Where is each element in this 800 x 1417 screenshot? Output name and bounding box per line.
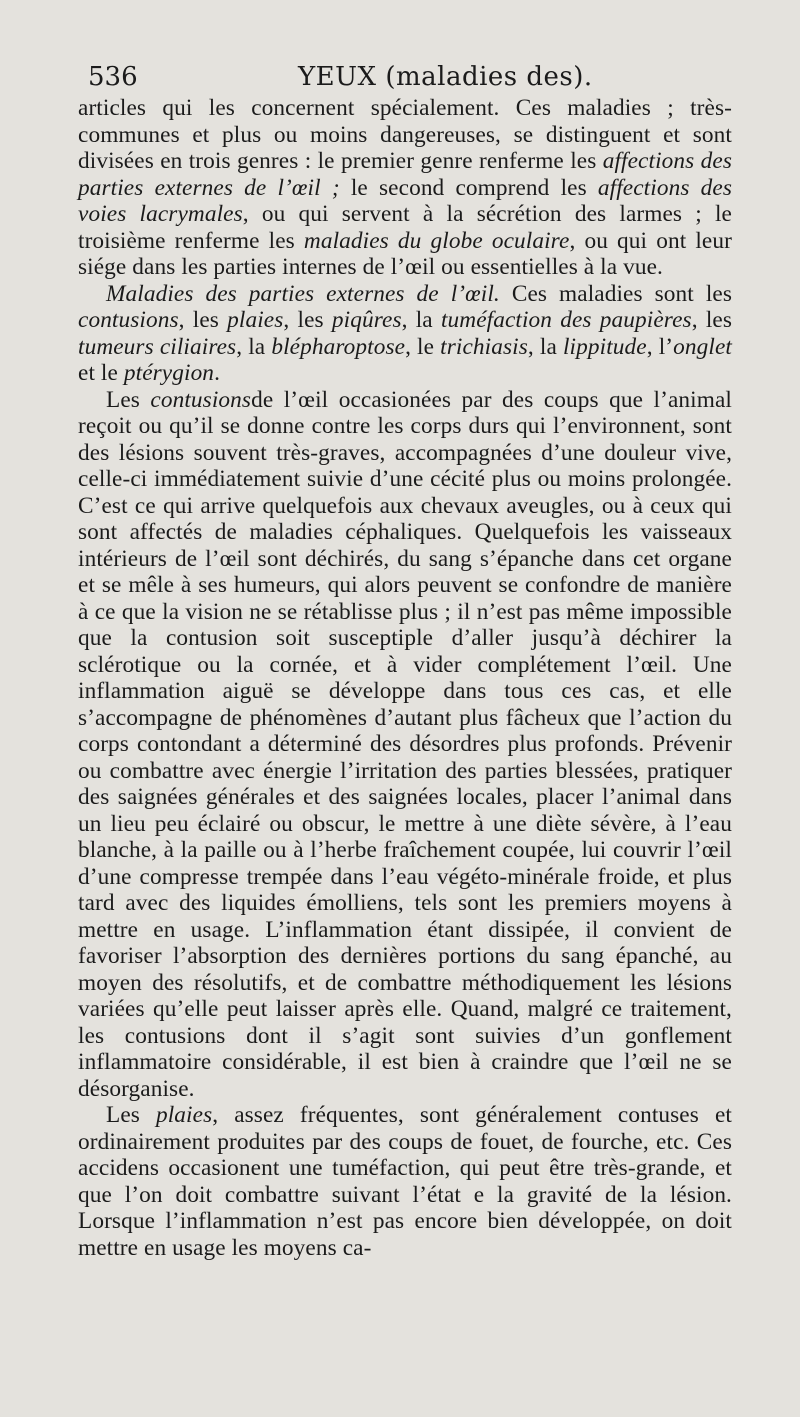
italic-term: affections des parties externes de l’œil ; [78,148,732,201]
page-header [88,60,768,100]
page-number: 536 [88,62,138,92]
italic-term: maladies du globe oculaire [303,227,570,254]
italic-term: piqûres [331,307,402,333]
text-run: , les [691,307,732,333]
paragraph [78,1102,732,1261]
text-run: Ces maladies sont les [499,280,732,307]
text-run: de l’œil occasionées par des coups que l’animal reçoit ou qu’il se donne contre les corps durs qui l’environnent, sont des lésions souvent très-graves, accompagnées d’une douleur vive, celle-ci immédiatement suivie d’une cécité plus ou moins prolongée. C’est ce qui arrive quelquefois aux chevaux aveugles, ou à ceux qui sont affectés de maladies céphaliques. Quelquefois les vaisseaux intérieurs de l’œil sont déchirés, du sang s’épanche dans cet organe et se mêle à ses humeurs, qui alors peuvent se confondre de manière à ce que la vision ne se rétablisse plus ; il n’est pas même impossible que la contusion soit susceptiple d’aller jusqu’à déchirer la sclérotique ou la cornée, et à vider complétement l’œil. Une inflammation aiguë se développe dans tous ces cas, et elle s’accompagne de phénomènes d’autant plus fâcheux que l’action du corps contondant a déterminé des désordres plus profonds. Prévenir ou combattre avec énergie l’irritation des parties blessées, pratiquer des saignées générales et des saignées locales, placer l’animal dans un lieu peu éclairé ou obscur, le mettre à une diète sévère, à l’eau blanche, à la paille ou à l’herbe fraîchement coupée, lui couvrir l’œil d’une compresse trempée dans l’eau végéto-minérale froide, et plus tard avec des liquides émolliens, tels sont les premiers moyens à mettre en usage. L’inflammation étant dissipée, il convient de favoriser l’absorption des dernières portions du sang épanché, au moyen des résolutifs, et de combattre méthodiquement les lésions variées qu’elle peut laisser après elle. Quand, malgré ce traitement, les contusions dont il s’agit sont suivies d’un gonflement inflammatoire considérable, il est bien à craindre que l’œil ne se désorganise. [78,386,732,1102]
text-run: , la [236,333,272,360]
italic-term: plaies [227,307,284,333]
text-run: , ou qui ont leur siége dans les parties internes de l’œil ou essentielles à la vue. [78,227,732,280]
italic-term: onglet [673,333,732,360]
running-head: YEUX (maladies des). [298,62,593,92]
italic-term: ptérygion [123,360,215,386]
italic-term: tumeurs ciliaires [78,333,237,360]
text-run: . [214,360,220,386]
italic-term: contusions [150,386,252,413]
italic-term: lippitude [562,333,647,360]
paragraph [78,95,732,281]
text-run: , le [405,333,441,360]
italic-term: trichiasis [440,333,528,360]
body-text [78,95,732,1261]
text-run: , les [283,307,332,333]
paragraph [78,387,732,1103]
italic-term: blépharoptose [271,333,406,360]
text-run: le second comprend les [339,174,598,201]
text-run: Les [106,1102,156,1128]
text-run: , ou qui servent à la sécrétion des larmes ; le troisième renferme les [78,201,732,254]
text-run: , assez fréquentes, sont généralement contuses et ordinairement produites par des coups de fouet, de fourche, etc. Ces accidens occasionent une tuméfaction, qui peut être très-grande, et que l’on doit combattre suivant l’état e la gravité de la lésion. Lorsque l’inflammation n’est pas encore bien développée, on doit mettre en usage les moyens ca- [78,1102,732,1261]
text-run: , la [401,307,441,333]
italic-term: tuméfaction des paupières [440,307,692,333]
text-run: et le [78,360,124,386]
italic-term: contusions [78,307,179,333]
text-run: articles qui les concernent spécialement. Ces maladies ; très-communes et plus ou moins dangereuses, se distinguent et sont divisées en trois genres : le premier genre renferme les [78,95,732,174]
text-run: , la [527,333,563,360]
text-run: , les [178,307,228,333]
italic-term: Maladies des parties externes de l’œil. [106,280,500,307]
text-run: , l’ [646,333,674,360]
text-run: Les [106,386,151,413]
paragraph [78,281,732,387]
italic-term: plaies [155,1102,213,1128]
italic-term: affections des voies lacrymales [78,174,732,227]
